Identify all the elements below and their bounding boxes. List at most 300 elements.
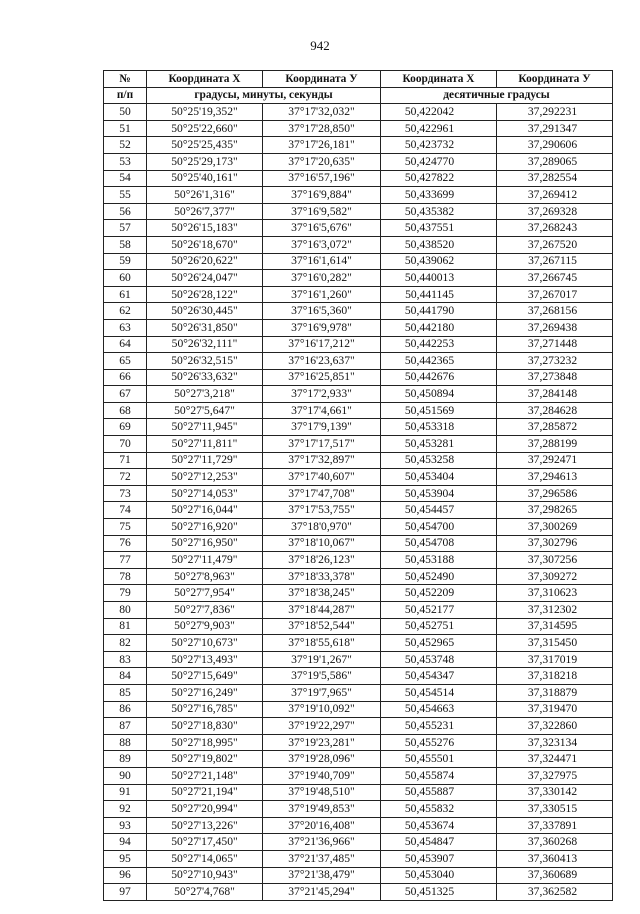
coord-y-decimal: 37,362582 xyxy=(497,884,613,901)
table-row xyxy=(104,386,613,403)
coord-y-dms: 37°17'9,139" xyxy=(263,419,381,436)
coord-y-dms: 37°17'26,181" xyxy=(263,137,381,154)
table-row xyxy=(104,436,613,453)
table-row xyxy=(104,153,613,170)
row-number: 62 xyxy=(104,303,147,320)
header-coord-y-dms: Координата У xyxy=(263,71,381,88)
coord-y-decimal: 37,307256 xyxy=(497,552,613,569)
header-coord-x-decimal: Координата X xyxy=(381,71,497,88)
coord-y-dms: 37°18'55,618" xyxy=(263,635,381,652)
coord-y-dms: 37°17'32,897" xyxy=(263,452,381,469)
coord-y-decimal: 37,330515 xyxy=(497,801,613,818)
coord-x-decimal: 50,422961 xyxy=(381,120,497,137)
coord-x-dms: 50°26'28,122" xyxy=(147,286,263,303)
coord-x-dms: 50°27'19,802" xyxy=(147,751,263,768)
coord-x-decimal: 50,455874 xyxy=(381,767,497,784)
table-row xyxy=(104,187,613,204)
row-number: 97 xyxy=(104,884,147,901)
row-number: 83 xyxy=(104,651,147,668)
coord-x-dms: 50°27'3,218" xyxy=(147,386,263,403)
row-number: 94 xyxy=(104,834,147,851)
coord-x-dms: 50°27'10,943" xyxy=(147,867,263,884)
table-row xyxy=(104,668,613,685)
table-row xyxy=(104,834,613,851)
coord-x-dms: 50°27'17,450" xyxy=(147,834,263,851)
table-row xyxy=(104,751,613,768)
coord-y-decimal: 37,267520 xyxy=(497,236,613,253)
coord-y-decimal: 37,282554 xyxy=(497,170,613,187)
coord-y-dms: 37°17'4,661" xyxy=(263,402,381,419)
row-number: 77 xyxy=(104,552,147,569)
coord-y-decimal: 37,290606 xyxy=(497,137,613,154)
coord-x-dms: 50°25'40,161" xyxy=(147,170,263,187)
coord-y-dms: 37°16'57,196" xyxy=(263,170,381,187)
table-row xyxy=(104,336,613,353)
coord-y-decimal: 37,271448 xyxy=(497,336,613,353)
coord-y-decimal: 37,284148 xyxy=(497,386,613,403)
table-row xyxy=(104,270,613,287)
table-row xyxy=(104,303,613,320)
coord-y-decimal: 37,296586 xyxy=(497,485,613,502)
coord-x-dms: 50°26'7,377" xyxy=(147,203,263,220)
table-row xyxy=(104,519,613,536)
coord-x-decimal: 50,424770 xyxy=(381,153,497,170)
row-number: 50 xyxy=(104,104,147,121)
row-number: 66 xyxy=(104,369,147,386)
table-row xyxy=(104,253,613,270)
table-row xyxy=(104,369,613,386)
coord-y-decimal: 37,273232 xyxy=(497,353,613,370)
coord-y-dms: 37°19'40,709" xyxy=(263,767,381,784)
table-row xyxy=(104,469,613,486)
row-number: 68 xyxy=(104,402,147,419)
coord-y-decimal: 37,267115 xyxy=(497,253,613,270)
coord-x-decimal: 50,453907 xyxy=(381,850,497,867)
coord-x-decimal: 50,455832 xyxy=(381,801,497,818)
coord-x-decimal: 50,453748 xyxy=(381,651,497,668)
coord-y-dms: 37°19'1,267" xyxy=(263,651,381,668)
coord-x-dms: 50°27'11,945" xyxy=(147,419,263,436)
table-row xyxy=(104,452,613,469)
header-decimal-units: десятичные градусы xyxy=(381,87,613,104)
coord-x-decimal: 50,453904 xyxy=(381,485,497,502)
row-number: 63 xyxy=(104,319,147,336)
row-number: 78 xyxy=(104,568,147,585)
coord-x-decimal: 50,455276 xyxy=(381,734,497,751)
coord-x-decimal: 50,435382 xyxy=(381,203,497,220)
coord-y-decimal: 37,268156 xyxy=(497,303,613,320)
coord-x-dms: 50°27'8,963" xyxy=(147,568,263,585)
table-row xyxy=(104,170,613,187)
coord-x-decimal: 50,454700 xyxy=(381,519,497,536)
row-number: 71 xyxy=(104,452,147,469)
coord-x-dms: 50°27'16,249" xyxy=(147,684,263,701)
coord-x-decimal: 50,453281 xyxy=(381,436,497,453)
row-number: 69 xyxy=(104,419,147,436)
coord-x-dms: 50°27'20,994" xyxy=(147,801,263,818)
coord-y-decimal: 37,314595 xyxy=(497,618,613,635)
coord-y-dms: 37°16'9,978" xyxy=(263,319,381,336)
row-number: 84 xyxy=(104,668,147,685)
coord-y-decimal: 37,284628 xyxy=(497,402,613,419)
coord-x-decimal: 50,427822 xyxy=(381,170,497,187)
table-row xyxy=(104,884,613,901)
coord-x-dms: 50°25'22,660" xyxy=(147,120,263,137)
coord-x-decimal: 50,453318 xyxy=(381,419,497,436)
coord-y-decimal: 37,273848 xyxy=(497,369,613,386)
table-row xyxy=(104,203,613,220)
coord-x-dms: 50°26'24,047" xyxy=(147,270,263,287)
coord-y-dms: 37°17'32,032" xyxy=(263,104,381,121)
coord-x-decimal: 50,454847 xyxy=(381,834,497,851)
coord-y-dms: 37°16'17,212" xyxy=(263,336,381,353)
coord-y-decimal: 37,302796 xyxy=(497,535,613,552)
coord-x-decimal: 50,453040 xyxy=(381,867,497,884)
coord-y-decimal: 37,288199 xyxy=(497,436,613,453)
header-number: № xyxy=(104,71,147,88)
coord-x-dms: 50°27'10,673" xyxy=(147,635,263,652)
coord-y-decimal: 37,319470 xyxy=(497,701,613,718)
coord-y-dms: 37°16'23,637" xyxy=(263,353,381,370)
coord-y-decimal: 37,315450 xyxy=(497,635,613,652)
coord-y-dms: 37°17'17,517" xyxy=(263,436,381,453)
coord-x-dms: 50°25'19,352" xyxy=(147,104,263,121)
coord-y-dms: 37°19'10,092" xyxy=(263,701,381,718)
coord-y-decimal: 37,292471 xyxy=(497,452,613,469)
coord-x-decimal: 50,453188 xyxy=(381,552,497,569)
coord-x-decimal: 50,454347 xyxy=(381,668,497,685)
row-number: 54 xyxy=(104,170,147,187)
table-row xyxy=(104,552,613,569)
row-number: 59 xyxy=(104,253,147,270)
header-row-units xyxy=(104,87,613,104)
table-row xyxy=(104,602,613,619)
coord-x-dms: 50°27'7,954" xyxy=(147,585,263,602)
coord-y-dms: 37°21'36,966" xyxy=(263,834,381,851)
row-number: 89 xyxy=(104,751,147,768)
coord-y-decimal: 37,309272 xyxy=(497,568,613,585)
coord-y-decimal: 37,310623 xyxy=(497,585,613,602)
coord-y-dms: 37°17'20,635" xyxy=(263,153,381,170)
row-number: 64 xyxy=(104,336,147,353)
coord-x-dms: 50°26'33,632" xyxy=(147,369,263,386)
coord-x-decimal: 50,441790 xyxy=(381,303,497,320)
coord-y-dms: 37°16'3,072" xyxy=(263,236,381,253)
coord-x-decimal: 50,452209 xyxy=(381,585,497,602)
row-number: 70 xyxy=(104,436,147,453)
coord-y-dms: 37°19'7,965" xyxy=(263,684,381,701)
coord-y-decimal: 37,317019 xyxy=(497,651,613,668)
coord-y-decimal: 37,312302 xyxy=(497,602,613,619)
coord-y-dms: 37°17'47,708" xyxy=(263,485,381,502)
table-row xyxy=(104,104,613,121)
coord-y-decimal: 37,289065 xyxy=(497,153,613,170)
coord-x-decimal: 50,422042 xyxy=(381,104,497,121)
coord-x-decimal: 50,433699 xyxy=(381,187,497,204)
table-row xyxy=(104,485,613,502)
coord-y-dms: 37°21'45,294" xyxy=(263,884,381,901)
coord-x-dms: 50°27'16,785" xyxy=(147,701,263,718)
coord-x-dms: 50°27'12,253" xyxy=(147,469,263,486)
coord-y-dms: 37°16'9,582" xyxy=(263,203,381,220)
row-number: 60 xyxy=(104,270,147,287)
coord-x-decimal: 50,441145 xyxy=(381,286,497,303)
coord-x-dms: 50°27'21,194" xyxy=(147,784,263,801)
coord-y-decimal: 37,324471 xyxy=(497,751,613,768)
coord-x-dms: 50°27'7,836" xyxy=(147,602,263,619)
coord-x-decimal: 50,451569 xyxy=(381,402,497,419)
row-number: 82 xyxy=(104,635,147,652)
table-row xyxy=(104,286,613,303)
row-number: 53 xyxy=(104,153,147,170)
coord-x-dms: 50°27'16,950" xyxy=(147,535,263,552)
coord-y-decimal: 37,322860 xyxy=(497,718,613,735)
row-number: 88 xyxy=(104,734,147,751)
coord-x-decimal: 50,442365 xyxy=(381,353,497,370)
coord-x-dms: 50°27'13,493" xyxy=(147,651,263,668)
table-row xyxy=(104,701,613,718)
header-row-titles xyxy=(104,71,613,88)
table-row xyxy=(104,734,613,751)
coord-y-decimal: 37,292231 xyxy=(497,104,613,121)
table-row xyxy=(104,801,613,818)
row-number: 56 xyxy=(104,203,147,220)
row-number: 86 xyxy=(104,701,147,718)
coord-y-dms: 37°18'10,067" xyxy=(263,535,381,552)
coord-y-dms: 37°19'22,297" xyxy=(263,718,381,735)
coord-y-decimal: 37,298265 xyxy=(497,502,613,519)
table-row xyxy=(104,402,613,419)
table-row xyxy=(104,767,613,784)
coord-y-dms: 37°20'16,408" xyxy=(263,817,381,834)
coord-y-decimal: 37,269412 xyxy=(497,187,613,204)
table-row xyxy=(104,502,613,519)
coord-y-dms: 37°19'23,281" xyxy=(263,734,381,751)
coord-x-decimal: 50,450894 xyxy=(381,386,497,403)
coord-x-dms: 50°26'30,445" xyxy=(147,303,263,320)
table-row xyxy=(104,651,613,668)
row-number: 55 xyxy=(104,187,147,204)
coord-x-dms: 50°27'9,903" xyxy=(147,618,263,635)
row-number: 72 xyxy=(104,469,147,486)
coord-y-decimal: 37,360413 xyxy=(497,850,613,867)
coord-y-decimal: 37,269328 xyxy=(497,203,613,220)
coord-y-dms: 37°19'48,510" xyxy=(263,784,381,801)
coord-x-decimal: 50,455501 xyxy=(381,751,497,768)
coord-y-decimal: 37,323134 xyxy=(497,734,613,751)
table-row xyxy=(104,137,613,154)
coord-x-dms: 50°27'16,920" xyxy=(147,519,263,536)
table-row xyxy=(104,319,613,336)
coord-y-dms: 37°19'49,853" xyxy=(263,801,381,818)
coord-y-dms: 37°16'1,260" xyxy=(263,286,381,303)
coord-y-dms: 37°18'26,123" xyxy=(263,552,381,569)
table-row xyxy=(104,784,613,801)
table-row xyxy=(104,535,613,552)
coord-y-decimal: 37,294613 xyxy=(497,469,613,486)
coord-x-decimal: 50,439062 xyxy=(381,253,497,270)
coord-x-dms: 50°26'32,515" xyxy=(147,353,263,370)
table-row xyxy=(104,236,613,253)
row-number: 75 xyxy=(104,519,147,536)
coord-y-dms: 37°19'28,096" xyxy=(263,751,381,768)
coord-y-decimal: 37,266745 xyxy=(497,270,613,287)
coord-x-dms: 50°27'11,729" xyxy=(147,452,263,469)
coord-y-decimal: 37,267017 xyxy=(497,286,613,303)
coord-y-dms: 37°17'2,933" xyxy=(263,386,381,403)
coord-x-decimal: 50,442253 xyxy=(381,336,497,353)
table-row xyxy=(104,419,613,436)
coord-y-decimal: 37,360689 xyxy=(497,867,613,884)
coord-x-dms: 50°26'1,316" xyxy=(147,187,263,204)
row-number: 80 xyxy=(104,602,147,619)
coord-y-decimal: 37,268243 xyxy=(497,220,613,237)
coord-x-dms: 50°27'11,811" xyxy=(147,436,263,453)
coord-x-dms: 50°26'31,850" xyxy=(147,319,263,336)
coord-y-dms: 37°18'38,245" xyxy=(263,585,381,602)
coord-x-dms: 50°27'13,226" xyxy=(147,817,263,834)
coord-y-dms: 37°19'5,586" xyxy=(263,668,381,685)
row-number: 57 xyxy=(104,220,147,237)
coord-x-dms: 50°26'32,111" xyxy=(147,336,263,353)
table-row xyxy=(104,618,613,635)
row-number: 91 xyxy=(104,784,147,801)
coord-y-dms: 37°21'38,479" xyxy=(263,867,381,884)
coord-y-decimal: 37,318218 xyxy=(497,668,613,685)
coordinates-table xyxy=(103,70,613,901)
coord-x-decimal: 50,454708 xyxy=(381,535,497,552)
coord-x-dms: 50°27'11,479" xyxy=(147,552,263,569)
coord-x-dms: 50°26'18,670" xyxy=(147,236,263,253)
coord-x-decimal: 50,454457 xyxy=(381,502,497,519)
coord-x-decimal: 50,454514 xyxy=(381,684,497,701)
table-row xyxy=(104,120,613,137)
coord-y-decimal: 37,300269 xyxy=(497,519,613,536)
coord-y-dms: 37°17'53,755" xyxy=(263,502,381,519)
table-row xyxy=(104,353,613,370)
coord-x-dms: 50°25'25,435" xyxy=(147,137,263,154)
table-row xyxy=(104,585,613,602)
coord-x-decimal: 50,452490 xyxy=(381,568,497,585)
coord-y-dms: 37°21'37,485" xyxy=(263,850,381,867)
row-number: 51 xyxy=(104,120,147,137)
coord-x-dms: 50°26'20,622" xyxy=(147,253,263,270)
coord-y-dms: 37°16'5,676" xyxy=(263,220,381,237)
coord-x-dms: 50°27'15,649" xyxy=(147,668,263,685)
header-coord-x-dms: Координата X xyxy=(147,71,263,88)
coord-y-dms: 37°16'1,614" xyxy=(263,253,381,270)
coord-x-decimal: 50,440013 xyxy=(381,270,497,287)
coord-y-decimal: 37,360268 xyxy=(497,834,613,851)
coord-y-dms: 37°16'25,851" xyxy=(263,369,381,386)
coord-x-decimal: 50,452177 xyxy=(381,602,497,619)
coord-x-decimal: 50,452751 xyxy=(381,618,497,635)
table-row xyxy=(104,635,613,652)
table-row xyxy=(104,867,613,884)
coord-y-dms: 37°17'28,850" xyxy=(263,120,381,137)
coord-x-dms: 50°27'14,065" xyxy=(147,850,263,867)
row-number: 52 xyxy=(104,137,147,154)
coord-x-dms: 50°27'21,148" xyxy=(147,767,263,784)
coord-x-decimal: 50,452965 xyxy=(381,635,497,652)
row-number: 79 xyxy=(104,585,147,602)
header-row-number-label: п/п xyxy=(104,87,147,104)
table-row xyxy=(104,850,613,867)
coord-x-decimal: 50,455887 xyxy=(381,784,497,801)
coord-y-dms: 37°18'44,287" xyxy=(263,602,381,619)
row-number: 74 xyxy=(104,502,147,519)
coord-y-decimal: 37,269438 xyxy=(497,319,613,336)
row-number: 81 xyxy=(104,618,147,635)
coord-x-decimal: 50,438520 xyxy=(381,236,497,253)
row-number: 92 xyxy=(104,801,147,818)
coord-y-dms: 37°17'40,607" xyxy=(263,469,381,486)
table-row xyxy=(104,220,613,237)
coord-x-dms: 50°27'14,053" xyxy=(147,485,263,502)
page-number: 942 xyxy=(310,38,330,53)
row-number: 95 xyxy=(104,850,147,867)
coord-x-decimal: 50,442180 xyxy=(381,319,497,336)
row-number: 67 xyxy=(104,386,147,403)
coord-x-dms: 50°27'16,044" xyxy=(147,502,263,519)
coord-y-dms: 37°16'9,884" xyxy=(263,187,381,204)
coord-y-dms: 37°16'0,282" xyxy=(263,270,381,287)
coord-y-decimal: 37,330142 xyxy=(497,784,613,801)
coord-x-decimal: 50,442676 xyxy=(381,369,497,386)
coord-y-dms: 37°18'52,544" xyxy=(263,618,381,635)
coord-x-decimal: 50,437551 xyxy=(381,220,497,237)
row-number: 73 xyxy=(104,485,147,502)
coord-x-decimal: 50,453258 xyxy=(381,452,497,469)
coord-y-dms: 37°18'0,970" xyxy=(263,519,381,536)
header-coord-y-decimal: Координата У xyxy=(497,71,613,88)
coord-x-dms: 50°26'15,183" xyxy=(147,220,263,237)
table-row xyxy=(104,684,613,701)
coord-x-dms: 50°27'18,830" xyxy=(147,718,263,735)
coord-x-decimal: 50,454663 xyxy=(381,701,497,718)
row-number: 96 xyxy=(104,867,147,884)
coord-y-decimal: 37,285872 xyxy=(497,419,613,436)
row-number: 76 xyxy=(104,535,147,552)
header-dms-units: градусы, минуты, секунды xyxy=(147,87,381,104)
row-number: 93 xyxy=(104,817,147,834)
coord-x-dms: 50°27'5,647" xyxy=(147,402,263,419)
coord-x-dms: 50°25'29,173" xyxy=(147,153,263,170)
table-row xyxy=(104,568,613,585)
row-number: 58 xyxy=(104,236,147,253)
row-number: 65 xyxy=(104,353,147,370)
coord-y-decimal: 37,291347 xyxy=(497,120,613,137)
coord-y-dms: 37°16'5,360" xyxy=(263,303,381,320)
coord-x-decimal: 50,451325 xyxy=(381,884,497,901)
coord-x-dms: 50°27'18,995" xyxy=(147,734,263,751)
coord-x-decimal: 50,453404 xyxy=(381,469,497,486)
coord-y-dms: 37°18'33,378" xyxy=(263,568,381,585)
table-row xyxy=(104,817,613,834)
coord-y-decimal: 37,327975 xyxy=(497,767,613,784)
coord-x-dms: 50°27'4,768" xyxy=(147,884,263,901)
row-number: 87 xyxy=(104,718,147,735)
table-row xyxy=(104,718,613,735)
coord-y-decimal: 37,318879 xyxy=(497,684,613,701)
coord-x-decimal: 50,423732 xyxy=(381,137,497,154)
table-body xyxy=(104,104,613,901)
coord-x-decimal: 50,455231 xyxy=(381,718,497,735)
row-number: 85 xyxy=(104,684,147,701)
coord-y-decimal: 37,337891 xyxy=(497,817,613,834)
coord-x-decimal: 50,453674 xyxy=(381,817,497,834)
row-number: 90 xyxy=(104,767,147,784)
